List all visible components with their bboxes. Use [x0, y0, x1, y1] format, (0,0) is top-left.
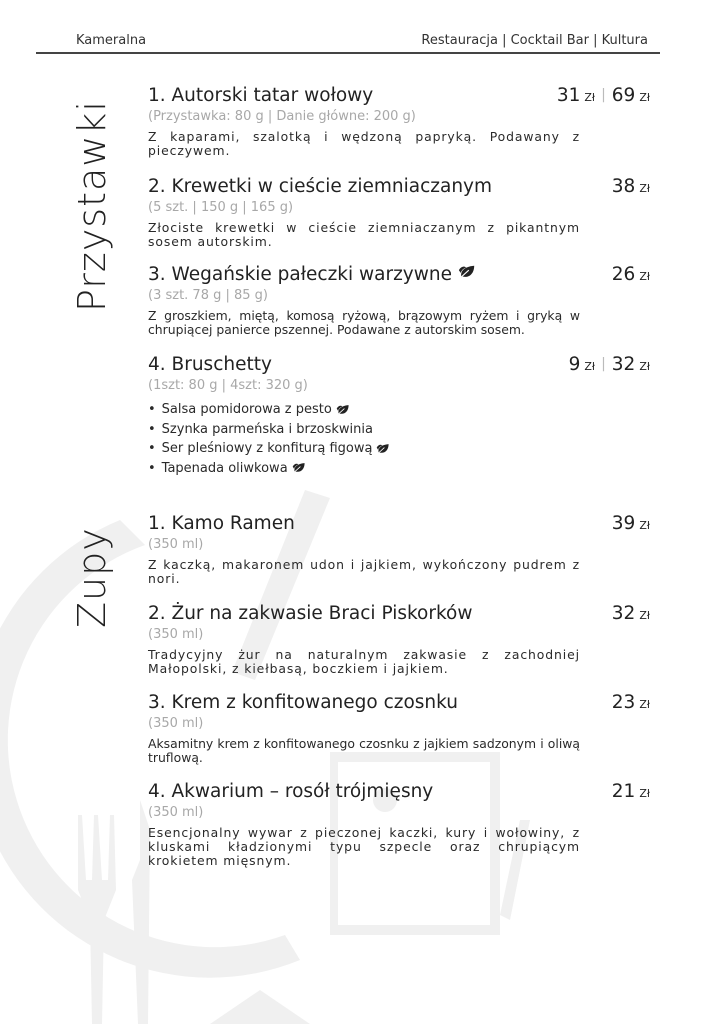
page-header [36, 32, 660, 54]
item-name: 3. Wegańskie pałeczki warzywne [148, 264, 650, 286]
option-item: • Ser pleśniowy z konfiturą figową [148, 439, 650, 459]
item-description: Esencjonalny wywar z pieczonej kaczki, kury i wołowiny, z kluskami kładzionymi typu szpecle oraz chrupiącym krokietem mięsnym. [148, 825, 580, 868]
section-title-przystawki: Przystawki [70, 100, 114, 312]
menu-item [148, 603, 650, 676]
item-price: 9 Zł | 32 Zł [568, 354, 650, 375]
item-description: Z kaczką, makaronem udon i jajkiem, wykończony pudrem z nori. [148, 557, 580, 586]
leaf-icon [336, 404, 350, 416]
item-price: 39 Zł [611, 513, 650, 534]
section-title-zupy: Zupy [70, 527, 114, 628]
leaf-icon [458, 264, 476, 280]
item-name: 1. Autorski tatar wołowy [148, 85, 374, 106]
item-price: 26 Zł [611, 264, 650, 285]
item-price: 32 Zł [611, 603, 650, 624]
item-portion: (5 szt. | 150 g | 165 g) [148, 200, 294, 215]
menu-item [148, 692, 650, 765]
item-portion: (350 ml) [148, 805, 204, 820]
price-separator: | [601, 87, 606, 103]
item-price: 23 Zł [611, 692, 650, 713]
item-name: 2. Żur na zakwasie Braci Piskorków [148, 603, 473, 624]
item-name: 4. Bruschetty [148, 354, 272, 375]
item-name: 2. Krewetki w cieście ziemniaczanym [148, 176, 493, 197]
leaf-icon [376, 443, 390, 455]
item-description: Z kaparami, szalotką i wędzoną papryką. Podawany z pieczywem. [148, 129, 580, 158]
item-description: Z groszkiem, miętą, komosą ryżową, brązowym ryżem i gryką w chrupiącej panierce pszennej. Podawane z autorskim sosem. [148, 308, 580, 337]
menu-item [148, 781, 650, 868]
item-portion: (350 ml) [148, 537, 204, 552]
bruschetta-options-list [148, 400, 650, 478]
item-name: 4. Akwarium – rosół trójmięsny [148, 781, 434, 802]
option-item: • Szynka parmeńska i brzoskwinia [148, 421, 373, 437]
item-description: Aksamitny krem z konfitowanego czosnku z jajkiem sadzonym i oliwą truflową. [148, 736, 580, 765]
item-portion: (Przystawka: 80 g | Danie główne: 200 g) [148, 109, 416, 124]
item-portion: (350 ml) [148, 716, 204, 731]
price-separator: | [601, 356, 606, 372]
item-portion: (1szt: 80 g | 4szt: 320 g) [148, 378, 308, 393]
menu-item [148, 513, 650, 586]
menu-item [148, 85, 650, 158]
brand-name: Kameralna [76, 33, 147, 48]
option-item: • Salsa pomidorowa z pesto [148, 400, 650, 420]
item-price: 38 Zł [611, 176, 650, 197]
item-portion: (350 ml) [148, 627, 204, 642]
item-description: Tradycyjny żur na naturalnym zakwasie z zachodniej Małopolski, z kiełbasą, boczkiem i jajkiem. [148, 647, 580, 676]
item-portion: (3 szt. 78 g | 85 g) [148, 288, 269, 303]
venue-tagline: Restauracja | Cocktail Bar | Kultura [421, 33, 648, 48]
menu-item [148, 264, 650, 337]
menu-item [148, 176, 650, 249]
item-price: 31 Zł | 69 Zł [556, 85, 650, 106]
option-item: • Tapenada oliwkowa [148, 459, 650, 479]
leaf-icon [292, 462, 306, 474]
item-price: 21 Zł [611, 781, 650, 802]
item-name: 1. Kamo Ramen [148, 513, 295, 534]
item-description: Złociste krewetki w cieście ziemniaczanym z pikantnym sosem autorskim. [148, 220, 580, 249]
menu-item [148, 354, 650, 478]
item-name: 3. Krem z konfitowanego czosnku [148, 692, 459, 713]
